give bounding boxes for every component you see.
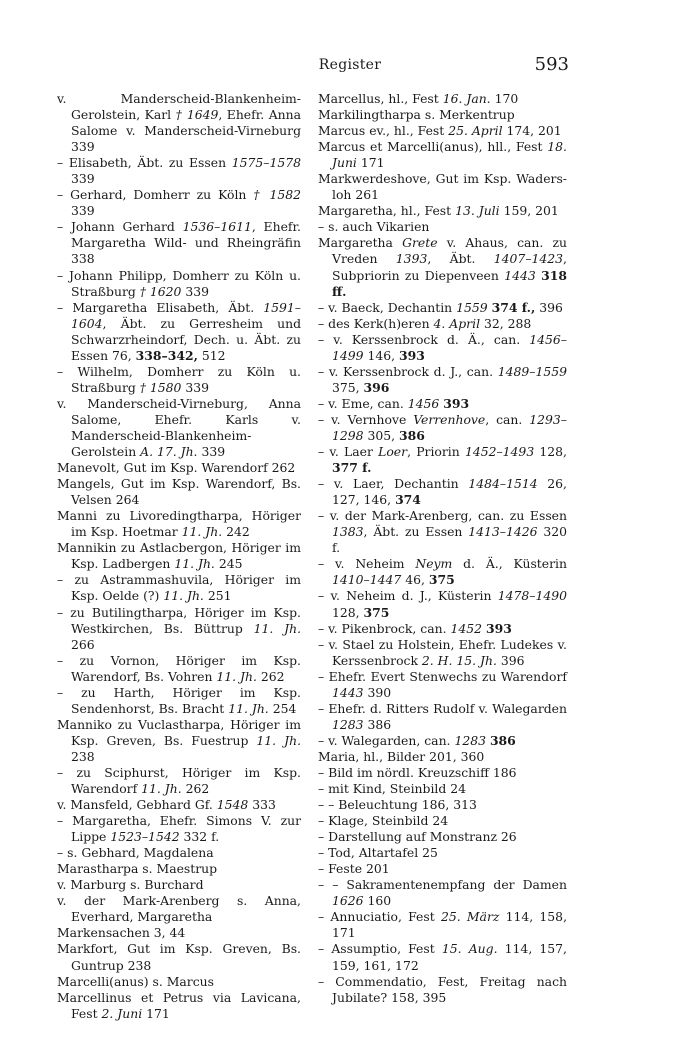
entry-bold-text: 338–342, <box>135 347 198 363</box>
entry-text: , Ehefr. Margaretha Wild- und Rheingräfin 338 <box>71 219 301 267</box>
entry-text: 386 <box>363 716 392 732</box>
entry-text: , Äbt. zu Essen <box>363 524 469 540</box>
entry-text: – Assumptio, Fest <box>318 941 442 957</box>
entry-text: 512 <box>197 347 226 363</box>
entry-text: 390 <box>363 684 392 700</box>
entry-text: 26, 127, 146, <box>332 476 568 508</box>
entry-italic-text: 1478–1490 <box>497 588 567 604</box>
entry-text: – v. Stael zu Holstein, Ehefr. Ludekes v. Kerssenbrock <box>318 636 567 668</box>
entry-text: Manniko zu Vuclastharpa, Höriger im Ksp. Greven, Bs. Fuestrup <box>57 716 301 748</box>
entry-text: 396 <box>496 652 525 668</box>
index-entry <box>57 861 301 877</box>
entry-text: Markilingtharpa s. Merkentrup <box>318 107 515 123</box>
entry-text: – zu Astrammashuvila, Höriger im Ksp. Oelde (?) <box>57 572 301 604</box>
entry-italic-text: 1393 <box>395 251 428 267</box>
entry-italic-text: 1489–1559 <box>497 363 567 379</box>
entry-text: 32, 288 <box>480 315 532 331</box>
entry-italic-text: 1575–1578 <box>231 155 301 171</box>
entry-italic-text: 1413–1426 <box>468 524 538 540</box>
entry-text: Marcellinus et Petrus via Lavicana, Fest <box>57 989 301 1021</box>
entry-text: 251 <box>203 588 232 604</box>
entry-italic-text: 1548 <box>216 797 249 813</box>
index-entry <box>318 829 567 845</box>
entry-text: – mit Kind, Steinbild 24 <box>318 781 467 797</box>
entry-text: Markfort, Gut im Ksp. Greven, Bs. Guntrup 238 <box>57 941 301 973</box>
entry-italic-text: 1536–1611 <box>182 219 252 235</box>
page-number: 593 <box>534 54 569 75</box>
entry-text: 46, <box>401 572 429 588</box>
entry-text: – Ehefr. Evert Stenwechs zu Warendorf <box>318 668 567 684</box>
entry-italic-text: † 1580 <box>139 379 182 395</box>
index-entry <box>318 813 567 829</box>
entry-italic-text: A. 17. Jh. <box>140 444 198 460</box>
entry-text: – v. Walegarden, can. <box>318 732 455 748</box>
entry-text: – Commendatio, Fest, Freitag nach Jubilate? 158, 395 <box>318 973 567 1005</box>
entry-text: – Klage, Steinbild 24 <box>318 813 449 829</box>
entry-bold-text: 377 f. <box>332 460 372 476</box>
index-entry <box>57 813 301 845</box>
entry-text: – v. Neheim d. J., Küsterin <box>318 588 498 604</box>
entry-text: Mannikin zu Astlacbergon, Höriger im Ksp. Ladbergen <box>57 540 301 572</box>
entry-text: – Margaretha, Ehefr. Simons V. zur Lippe <box>57 813 301 845</box>
entry-text: , Äbt. <box>427 251 494 267</box>
entry-text: , can. <box>485 411 530 427</box>
entry-bold-text: 374 f., <box>491 299 536 315</box>
entry-italic-text: 1523–1542 <box>110 829 180 845</box>
entry-text: Manni zu Livoredingtharpa, Höriger im Ksp. Hoetmar <box>57 508 301 540</box>
entry-text: – v. Laer <box>318 444 379 460</box>
index-entry <box>318 701 567 733</box>
index-entry <box>57 877 301 893</box>
entry-text: 159, 201 <box>499 203 559 219</box>
index-entry <box>318 364 567 396</box>
entry-text: – v. Neheim <box>318 556 416 572</box>
entry-text: – Ehefr. d. Ritters Rudolf v. Walegarden <box>318 700 567 716</box>
entry-text: – zu Vornon, Höriger im Ksp. Warendorf, Bs. Vohren <box>57 652 301 684</box>
entry-text: Marcus et Marcelli(anus), hll., Fest <box>318 139 548 155</box>
entry-italic-text: 11. Jh. <box>256 732 302 748</box>
entry-text: – v. der Mark-Arenberg, can. zu Essen <box>318 508 567 524</box>
index-entry <box>57 845 301 861</box>
entry-text: 238 <box>71 748 95 764</box>
index-entry <box>57 941 301 973</box>
entry-italic-text: 1407–1423 <box>493 251 564 267</box>
index-entry <box>57 605 301 653</box>
index-entry <box>318 781 567 797</box>
entry-text: 262 <box>256 668 285 684</box>
entry-italic-text: 2. H. 15. Jh. <box>421 652 497 668</box>
entry-text: – Johann Philipp, Domherr zu Köln u. Straßburg <box>57 267 301 299</box>
entry-bold-text: 386 <box>399 427 425 443</box>
entry-italic-text: 11. Jh. <box>141 781 182 797</box>
entry-italic-text: Verrenhove <box>413 411 486 427</box>
entry-italic-text: 2. Juni <box>101 1005 143 1021</box>
entry-text: 339 <box>197 444 226 460</box>
entry-bold-text: 318 ff. <box>332 267 567 299</box>
index-entry <box>318 749 567 765</box>
entry-bold-text: 396 <box>363 379 390 395</box>
index-entry <box>318 556 567 588</box>
entry-italic-text: 18. Juni <box>332 139 567 171</box>
index-column-right <box>318 91 567 1006</box>
entry-text: 245 <box>214 556 243 572</box>
entry-italic-text: Loer <box>378 444 408 460</box>
entry-text: 128, <box>332 604 364 620</box>
entry-text: – Elisabeth, Äbt. zu Essen <box>57 155 232 171</box>
index-entry <box>318 508 567 556</box>
index-entry <box>57 925 301 941</box>
entry-bold-text: 374 <box>395 492 421 508</box>
entry-text: – Feste 201 <box>318 861 390 877</box>
entry-italic-text: 1452 <box>450 620 483 636</box>
entry-text: 339 <box>71 171 95 187</box>
index-entry <box>57 268 301 300</box>
entry-italic-text: 1484–1514 <box>468 476 538 492</box>
entry-text: 339 <box>181 283 210 299</box>
index-entry <box>318 91 567 107</box>
entry-text: 375, <box>332 379 364 395</box>
entry-italic-text: 11. Jh. <box>228 700 269 716</box>
entry-text: Margaretha <box>318 235 403 251</box>
entry-text: – v. Kerssenbrock d. J., can. <box>318 363 498 379</box>
index-entry <box>318 765 567 781</box>
index-entry <box>318 332 567 364</box>
entry-text: v. Manderscheid-Blankenheim-Gerolstein, Karl <box>57 91 301 123</box>
index-entry <box>57 219 301 267</box>
index-entry <box>57 300 301 364</box>
entry-italic-text: 13. Juli <box>455 203 500 219</box>
entry-text: Mangels, Gut im Ksp. Warendorf, Bs. Velsen 264 <box>57 476 301 508</box>
entry-italic-text: Neym <box>415 556 453 572</box>
entry-italic-text: 11. Jh. <box>216 668 257 684</box>
entry-italic-text: Grete <box>402 235 438 251</box>
entry-italic-text: 11. Jh. <box>174 556 215 572</box>
entry-text: Maria, hl., Bilder 201, 360 <box>318 748 485 764</box>
index-entry <box>318 107 567 123</box>
entry-text: – s. Gebhard, Magdalena <box>57 845 214 861</box>
index-entry <box>318 139 567 171</box>
entry-italic-text: 25. März <box>440 909 500 925</box>
entry-text: 339 <box>181 379 210 395</box>
index-entry <box>318 797 567 813</box>
index-entry <box>57 155 301 187</box>
index-entry <box>57 476 301 508</box>
entry-text: – – Beleuchtung 186, 313 <box>318 797 477 813</box>
entry-text: 146, <box>363 347 400 363</box>
index-entry <box>318 235 567 299</box>
running-header-title: Register <box>318 57 382 73</box>
entry-text: v. Manderscheid-Virneburg, Anna Salome, Ehefr. Karls v. Manderscheid-Blankenheim-Gerolstein <box>57 395 301 460</box>
index-entry <box>57 685 301 717</box>
entry-text: Markwerdeshove, Gut im Ksp. Waders-loh 261 <box>318 171 567 203</box>
index-entry <box>318 974 567 1006</box>
entry-italic-text: 1591–1604 <box>71 299 301 331</box>
index-entry <box>318 941 567 973</box>
index-entry <box>318 123 567 139</box>
entry-text: 170 <box>490 91 519 106</box>
entry-text: 160 <box>363 893 392 909</box>
entry-text: – zu Butilingtharpa, Höriger im Ksp. Westkirchen, Bs. Büttrup <box>57 604 301 636</box>
entry-bold-text: 375 <box>428 572 455 588</box>
entry-text: d. Ä., Küsterin <box>452 556 567 572</box>
entry-text: Markensachen 3, 44 <box>57 925 186 941</box>
entry-italic-text: 1283 <box>454 732 486 748</box>
entry-text: – Margaretha Elisabeth, Äbt. <box>57 299 264 315</box>
entry-italic-text: † 1620 <box>139 283 182 299</box>
entry-italic-text: 1283 <box>332 716 364 732</box>
entry-italic-text: 1443 <box>332 684 364 700</box>
index-entry <box>318 444 567 476</box>
index-entry <box>318 396 567 412</box>
entry-text: – Wilhelm, Domherr zu Köln u. Straßburg <box>57 363 301 395</box>
entry-text: – Annuciatio, Fest <box>318 909 441 925</box>
entry-text: – zu Harth, Höriger im Ksp. Sendenhorst, Bs. Bracht <box>57 684 301 716</box>
index-entry <box>318 621 567 637</box>
entry-italic-text: 1443 <box>504 267 536 283</box>
index-entry <box>57 765 301 797</box>
entry-text: v. Ahaus, can. zu Vreden <box>332 235 567 267</box>
index-entry <box>57 91 301 155</box>
entry-text: v. Marburg s. Burchard <box>57 877 204 893</box>
entry-text: 332 f. <box>179 829 220 845</box>
entry-bold-text: 393 <box>443 395 470 411</box>
index-entry <box>318 588 567 620</box>
entry-text: Marcelli(anus) s. Marcus <box>57 973 214 989</box>
entry-text: , Priorin <box>407 444 465 460</box>
entry-bold-text: 393 <box>399 347 425 363</box>
index-entry <box>57 540 301 572</box>
entry-text: 262 <box>181 781 210 797</box>
entry-italic-text: 1383 <box>332 524 364 540</box>
entry-text: 305, <box>363 427 400 443</box>
entry-text: – zu Sciphurst, Höriger im Ksp. Warendorf <box>57 764 301 797</box>
entry-text: , Ehefr. Anna Salome v. Manderscheid-Virneburg 339 <box>71 107 301 155</box>
entry-text: – – Sakramentenempfang der Damen <box>318 877 567 893</box>
entry-text: 171 <box>356 155 385 171</box>
entry-text: 171 <box>142 1005 170 1021</box>
index-entry <box>57 974 301 990</box>
entry-text: , Subpriorin zu Diepenveen <box>332 251 567 283</box>
entry-text: 396 <box>535 299 563 315</box>
entry-text: – v. Baeck, Dechantin <box>318 299 457 315</box>
entry-text: v. Mansfeld, Gebhard Gf. <box>57 797 217 813</box>
entry-italic-text: 25. April <box>448 123 503 139</box>
index-entry <box>318 733 567 749</box>
index-entry <box>318 877 567 909</box>
index-entry <box>57 460 301 476</box>
entry-text: 114, 158, 171 <box>332 909 568 941</box>
entry-text: 114, 157, 159, 161, 172 <box>332 941 567 973</box>
entry-text: Marcellus, hl., Fest <box>318 91 443 106</box>
entry-text: 320 f. <box>332 524 567 556</box>
entry-text: , Äbt. zu Gerresheim und Schwarzrheindorf, Dech. u. Äbt. zu Essen 76, <box>71 315 301 363</box>
entry-text: 266 <box>71 636 95 652</box>
entry-italic-text: 1626 <box>332 893 364 909</box>
entry-text: – v. Eme, can. <box>318 395 408 411</box>
index-entry <box>318 171 567 203</box>
entry-italic-text: 4. April <box>433 315 481 331</box>
entry-text: – des Kerk(h)eren <box>318 315 434 331</box>
entry-italic-text: 11. Jh. <box>181 524 223 540</box>
index-entry <box>318 861 567 877</box>
entry-text: – s. auch Vikarien <box>318 219 430 235</box>
index-entry <box>318 316 567 332</box>
entry-text: v. der Mark-Arenberg s. Anna, Everhard, Margaretha <box>57 893 301 925</box>
entry-text: 254 <box>268 700 297 716</box>
entry-italic-text: 11. Jh. <box>163 588 204 604</box>
index-entry <box>57 653 301 685</box>
index-entry <box>57 797 301 813</box>
entry-bold-text: 375 <box>363 604 390 620</box>
index-entry <box>318 637 567 669</box>
entry-italic-text: 15. Aug. <box>441 941 498 957</box>
entry-text: – Darstellung auf Monstranz 26 <box>318 829 517 845</box>
entry-italic-text: † 1649 <box>175 107 219 123</box>
entry-text: Marcus ev., hl., Fest <box>318 123 449 139</box>
entry-text: 339 <box>71 203 95 219</box>
index-entry <box>318 412 567 444</box>
index-entry <box>318 669 567 701</box>
entry-italic-text: † 1582 <box>253 187 302 203</box>
index-entry <box>318 219 567 235</box>
entry-text: – v. Pikenbrock, can. <box>318 620 451 636</box>
entry-text: Manevolt, Gut im Ksp. Warendorf 262 <box>57 460 296 476</box>
index-column-left <box>57 91 301 1022</box>
entry-text: – Bild im nördl. Kreuzschiff 186 <box>318 764 517 780</box>
index-entry <box>57 990 301 1022</box>
entry-italic-text: 1559 <box>456 299 488 315</box>
entry-text: Marastharpa s. Maestrup <box>57 861 218 877</box>
entry-italic-text: 1456–1499 <box>332 331 567 363</box>
entry-italic-text: 1456 <box>407 395 440 411</box>
entry-text: – Gerhard, Domherr zu Köln <box>57 187 254 203</box>
index-entry <box>318 203 567 219</box>
index-entry <box>57 508 301 540</box>
entry-text: 242 <box>222 524 250 540</box>
index-entry <box>318 845 567 861</box>
index-entry <box>57 893 301 925</box>
entry-bold-text: 393 <box>485 620 512 636</box>
entry-italic-text: 1293–1298 <box>332 411 567 443</box>
entry-text: 174, 201 <box>502 123 562 139</box>
index-entry <box>57 572 301 604</box>
index-entry <box>57 364 301 396</box>
entry-text: 333 <box>248 797 276 813</box>
entry-italic-text: 16. Jan. <box>442 91 491 106</box>
index-entry <box>318 909 567 941</box>
index-entry <box>57 717 301 765</box>
entry-bold-text: 386 <box>489 732 516 748</box>
entry-text: – Johann Gerhard <box>57 219 183 235</box>
index-entry <box>57 396 301 460</box>
index-entry <box>318 300 567 316</box>
entry-text: Margaretha, hl., Fest <box>318 203 456 219</box>
entry-text: – v. Kerssenbrock d. Ä., can. <box>318 331 530 347</box>
entry-text: 128, <box>534 444 567 460</box>
entry-italic-text: 1410–1447 <box>332 572 402 588</box>
entry-text: – v. Laer, Dechantin <box>318 476 469 492</box>
entry-italic-text: 11. Jh. <box>253 620 302 636</box>
entry-text: – Tod, Altartafel 25 <box>318 845 438 861</box>
index-entry <box>57 187 301 219</box>
entry-italic-text: 1452–1493 <box>464 444 535 460</box>
entry-text: – v. Vernhove <box>318 411 414 427</box>
index-entry <box>318 476 567 508</box>
